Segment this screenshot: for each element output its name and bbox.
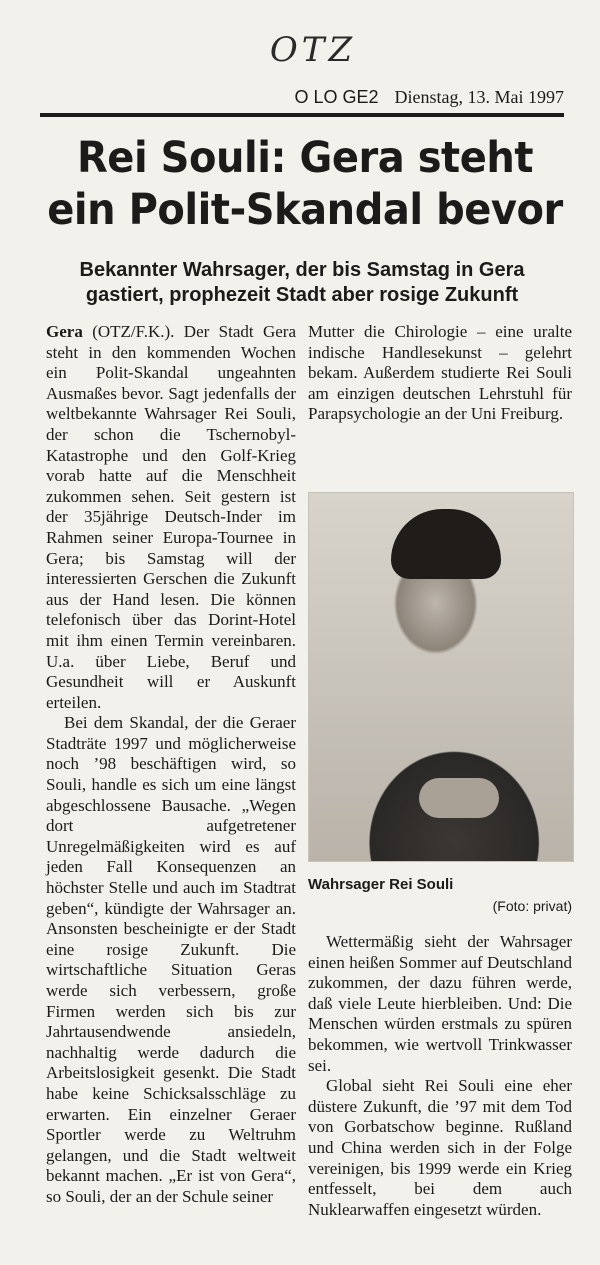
article-paragraph-3: Mutter die Chirologie – eine uralte indische Handlesekunst – gelehrt bekam. Außerdem studierte Rei Souli am einzigen deutschen Lehrstuhl für Parapsychologie an der Uni Freiburg. — [308, 322, 572, 424]
photo-hand-shape — [419, 778, 499, 818]
photo-caption: Wahrsager Rei Souli — [308, 876, 454, 893]
article-column-left — [46, 322, 296, 1208]
article-column-right-top — [308, 322, 572, 425]
subtitle-line-1: Bekannter Wahrsager, der bis Samstag in Gera — [79, 259, 525, 281]
dateline-place: Gera — [46, 322, 83, 341]
subtitle-line-2: gastiert, prophezeit Stadt aber rosige Zukunft — [85, 284, 519, 306]
header-rule — [40, 113, 564, 117]
photo-credit: (Foto: privat) — [492, 898, 572, 914]
article-subtitle — [22, 258, 582, 308]
article-paragraph-4: Wettermäßig sieht der Wahrsager einen heißen Sommer auf Deutschland zukommen, der dazu führen werde, daß viele Leute hierbleiben. Und: Die Menschen würden erstmals zu spüren bekommen, wie wertvoll Trinkwasser sei. — [308, 932, 572, 1075]
title-line-2: ein Polit-Skandal bevor — [47, 185, 563, 235]
title-line-1: Rei Souli: Gera steht — [76, 133, 534, 183]
page-header — [40, 87, 564, 108]
article-paragraph-1 — [46, 322, 296, 713]
article-title — [42, 132, 568, 236]
photo-hair-shape — [391, 509, 501, 579]
portrait-photo — [308, 492, 574, 862]
article-paragraph-2: Bei dem Skandal, der die Geraer Stadträte 1997 und möglicherweise noch ’98 beschäftigen wird, so Souli, handle es sich um eine längst abgeschlossene Bausache. „Wegen dort aufgetretener Unregelmäßigkeiten wird es auf jeden Fall Konsequenzen an höchster Stelle und auch im Stadtrat geben“, kündigte der Wahrsager an. Ansonsten bescheinigte er der Stadt eine rosige Zukunft. Die wirtschaftliche Situation Geras werde sich verbessern, große Firmen werden sich bis zur Jahrtausendwende ansiedeln, nachhaltig werde dadurch die Arbeitslosigkeit gesenkt. Die Stadt habe keine Schicksalsschläge zu erwarten. Ein einzelner Geraer Sportler werde zu Weltruhm gelangen, und die Stadt weltweit bekannt machen. „Er ist von Gera“, so Souli, der an der Schule seiner — [46, 713, 296, 1206]
section-label: O LO GE2 — [294, 87, 379, 107]
article-column-right-bottom — [308, 932, 572, 1220]
handwritten-note: OTZ — [269, 30, 357, 70]
article-paragraph-5: Global sieht Rei Souli eine eher düstere Zukunft, die ’97 mit dem Tod von Gorbatschow beginne. Rußland und China werden sich in der Folge vereinigen, bis 1999 werde ein Krieg entfesselt, bei dem auch Nuklearwaffen eingesetzt würden. — [308, 1076, 572, 1219]
issue-date: Dienstag, 13. Mai 1997 — [394, 87, 564, 107]
paragraph-1-text: (OTZ/F.K.). Der Stadt Gera steht in den kommenden Wochen ein Polit-Skandal ungeahnten Ausmaßes bevor. Sagt jedenfalls der weltbekannte Wahrsager Rei Souli, der schon die Tschernobyl-Katastrophe und den Golf-Krieg vorab hatte auf die Menschheit zukommen sehen. Seit gestern ist der 35jährige Deutsch-Inder im Rahmen seiner Europa-Tournee in Gera; bis Samstag will der interessierten Gerschen die Zukunft aus der Hand lesen. Die können telefonisch über das Dorint-Hotel mit ihm einen Termin vereinbaren. U.a. über Liebe, Beruf und Gesundheit will er Auskunft erteilen. — [46, 322, 296, 712]
